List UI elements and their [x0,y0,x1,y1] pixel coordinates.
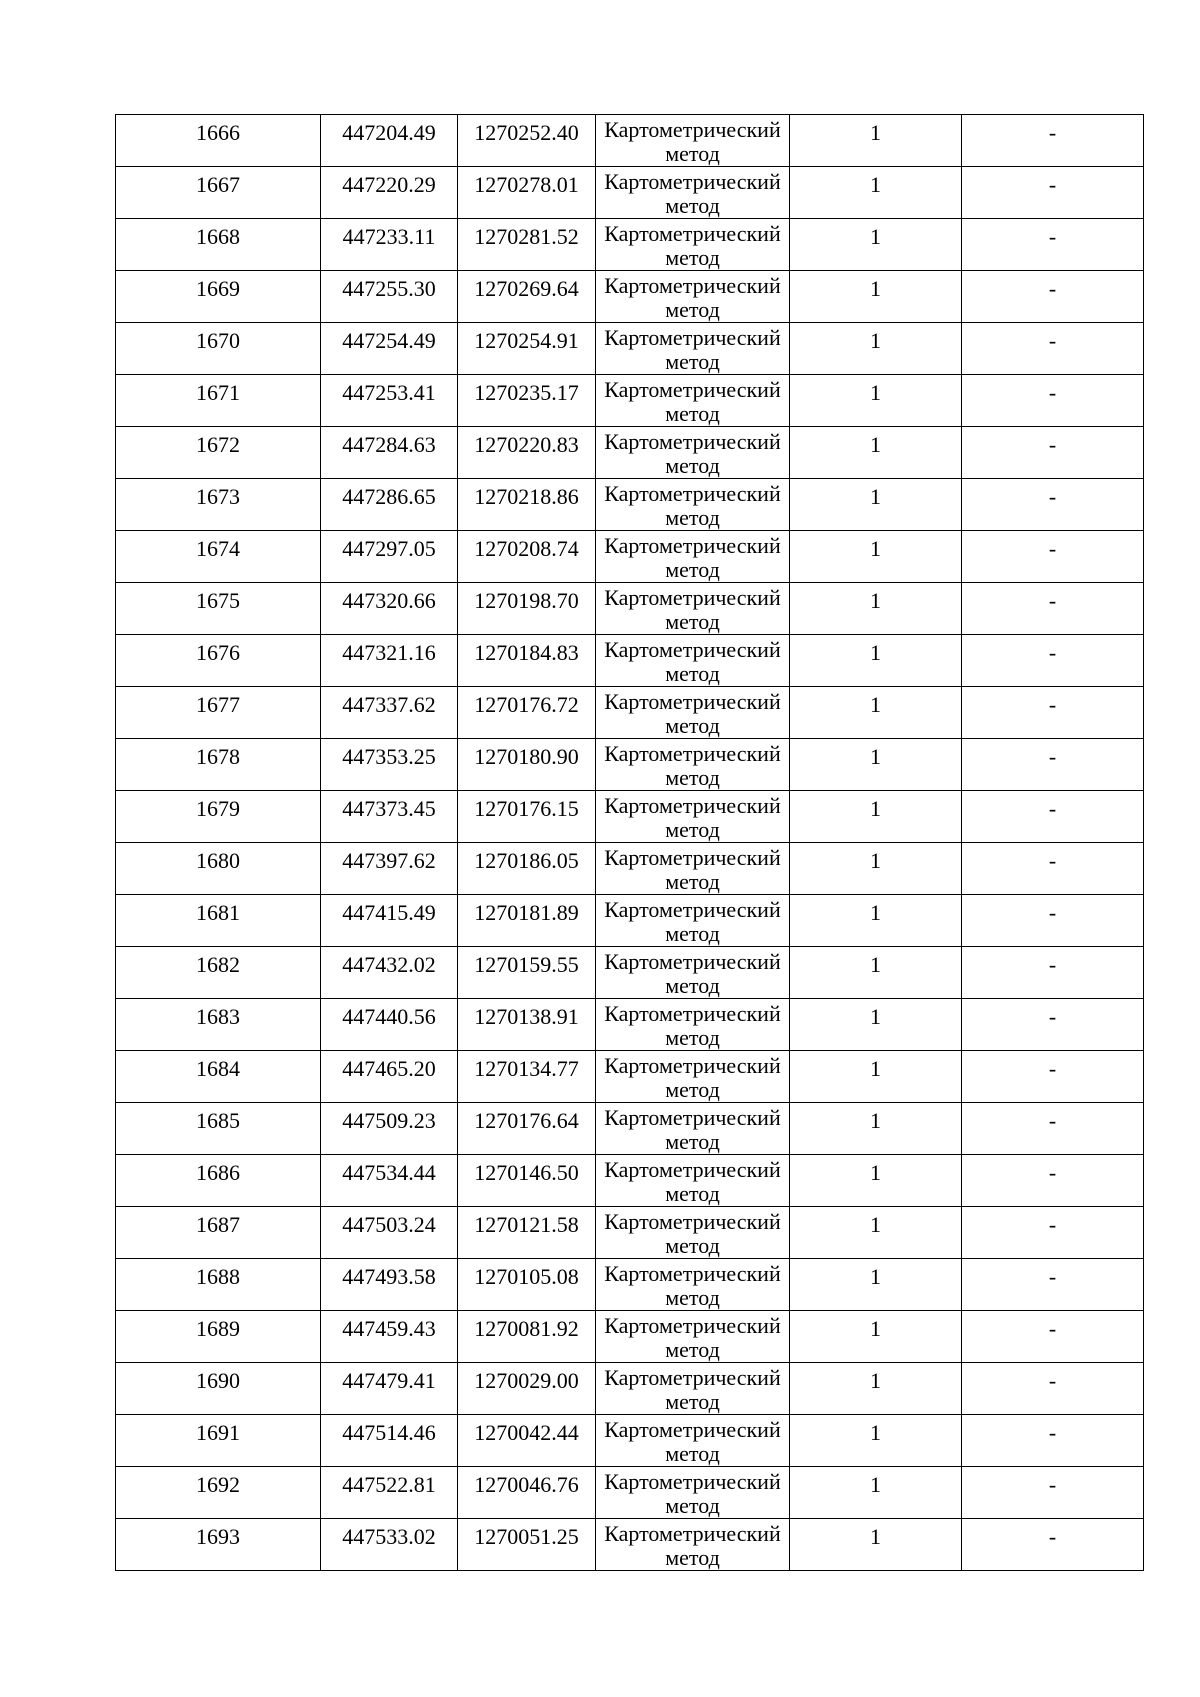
table-row [116,531,1144,583]
method-cell: Картометрический метод [596,635,790,687]
y-coordinate-cell: 1270176.72 [458,687,596,739]
x-coordinate-cell: 447204.49 [321,115,458,167]
table-row [116,1103,1144,1155]
x-coordinate-cell: 447459.43 [321,1311,458,1363]
point-number-cell: 1693 [116,1519,321,1571]
y-coordinate-cell: 1270134.77 [458,1051,596,1103]
y-coordinate-cell: 1270046.76 [458,1467,596,1519]
table-row [116,219,1144,271]
x-coordinate-cell: 447321.16 [321,635,458,687]
x-coordinate-cell: 447233.11 [321,219,458,271]
table-row [116,947,1144,999]
point-number-cell: 1670 [116,323,321,375]
accuracy-cell: 1 [790,1363,962,1415]
note-cell: - [962,895,1144,947]
accuracy-cell: 1 [790,1103,962,1155]
method-cell: Картометрический метод [596,427,790,479]
table-row [116,739,1144,791]
note-cell: - [962,635,1144,687]
x-coordinate-cell: 447509.23 [321,1103,458,1155]
method-cell: Картометрический метод [596,271,790,323]
accuracy-cell: 1 [790,1051,962,1103]
method-cell: Картометрический метод [596,167,790,219]
point-number-cell: 1671 [116,375,321,427]
point-number-cell: 1667 [116,167,321,219]
x-coordinate-cell: 447533.02 [321,1519,458,1571]
method-cell: Картометрический метод [596,791,790,843]
note-cell: - [962,1207,1144,1259]
note-cell: - [962,739,1144,791]
accuracy-cell: 1 [790,1519,962,1571]
y-coordinate-cell: 1270081.92 [458,1311,596,1363]
table-row [116,791,1144,843]
accuracy-cell: 1 [790,1155,962,1207]
table-row [116,427,1144,479]
note-cell: - [962,323,1144,375]
x-coordinate-cell: 447440.56 [321,999,458,1051]
note-cell: - [962,1519,1144,1571]
y-coordinate-cell: 1270220.83 [458,427,596,479]
y-coordinate-cell: 1270105.08 [458,1259,596,1311]
accuracy-cell: 1 [790,375,962,427]
y-coordinate-cell: 1270278.01 [458,167,596,219]
accuracy-cell: 1 [790,999,962,1051]
y-coordinate-cell: 1270138.91 [458,999,596,1051]
note-cell: - [962,375,1144,427]
x-coordinate-cell: 447415.49 [321,895,458,947]
point-number-cell: 1668 [116,219,321,271]
x-coordinate-cell: 447337.62 [321,687,458,739]
method-cell: Картометрический метод [596,1467,790,1519]
note-cell: - [962,115,1144,167]
table-row [116,635,1144,687]
table-row [116,583,1144,635]
accuracy-cell: 1 [790,167,962,219]
y-coordinate-cell: 1270218.86 [458,479,596,531]
table-row [116,687,1144,739]
accuracy-cell: 1 [790,115,962,167]
table-row [116,1363,1144,1415]
accuracy-cell: 1 [790,531,962,583]
accuracy-cell: 1 [790,843,962,895]
note-cell: - [962,583,1144,635]
y-coordinate-cell: 1270254.91 [458,323,596,375]
x-coordinate-cell: 447286.65 [321,479,458,531]
method-cell: Картометрический метод [596,1051,790,1103]
table-row [116,1207,1144,1259]
point-number-cell: 1682 [116,947,321,999]
point-number-cell: 1689 [116,1311,321,1363]
point-number-cell: 1666 [116,115,321,167]
point-number-cell: 1685 [116,1103,321,1155]
method-cell: Картометрический метод [596,1415,790,1467]
y-coordinate-cell: 1270208.74 [458,531,596,583]
point-number-cell: 1692 [116,1467,321,1519]
y-coordinate-cell: 1270184.83 [458,635,596,687]
note-cell: - [962,427,1144,479]
method-cell: Картометрический метод [596,115,790,167]
table-row [116,1259,1144,1311]
y-coordinate-cell: 1270121.58 [458,1207,596,1259]
point-number-cell: 1680 [116,843,321,895]
accuracy-cell: 1 [790,219,962,271]
y-coordinate-cell: 1270176.15 [458,791,596,843]
accuracy-cell: 1 [790,791,962,843]
y-coordinate-cell: 1270159.55 [458,947,596,999]
note-cell: - [962,271,1144,323]
note-cell: - [962,999,1144,1051]
x-coordinate-cell: 447297.05 [321,531,458,583]
y-coordinate-cell: 1270252.40 [458,115,596,167]
y-coordinate-cell: 1270146.50 [458,1155,596,1207]
x-coordinate-cell: 447284.63 [321,427,458,479]
method-cell: Картометрический метод [596,1155,790,1207]
point-number-cell: 1678 [116,739,321,791]
method-cell: Картометрический метод [596,843,790,895]
x-coordinate-cell: 447493.58 [321,1259,458,1311]
table-row [116,1519,1144,1571]
table-row [116,167,1144,219]
table-row [116,843,1144,895]
method-cell: Картометрический метод [596,1103,790,1155]
method-cell: Картометрический метод [596,219,790,271]
y-coordinate-cell: 1270281.52 [458,219,596,271]
x-coordinate-cell: 447255.30 [321,271,458,323]
method-cell: Картометрический метод [596,531,790,583]
point-number-cell: 1676 [116,635,321,687]
method-cell: Картометрический метод [596,739,790,791]
accuracy-cell: 1 [790,271,962,323]
note-cell: - [962,947,1144,999]
y-coordinate-cell: 1270198.70 [458,583,596,635]
method-cell: Картометрический метод [596,479,790,531]
note-cell: - [962,791,1144,843]
x-coordinate-cell: 447397.62 [321,843,458,895]
accuracy-cell: 1 [790,1207,962,1259]
note-cell: - [962,219,1144,271]
table-row [116,1311,1144,1363]
x-coordinate-cell: 447503.24 [321,1207,458,1259]
point-number-cell: 1690 [116,1363,321,1415]
y-coordinate-cell: 1270176.64 [458,1103,596,1155]
table-row [116,323,1144,375]
table-row [116,1051,1144,1103]
accuracy-cell: 1 [790,427,962,479]
point-number-cell: 1688 [116,1259,321,1311]
method-cell: Картометрический метод [596,999,790,1051]
accuracy-cell: 1 [790,635,962,687]
note-cell: - [962,1051,1144,1103]
method-cell: Картометрический метод [596,687,790,739]
note-cell: - [962,1415,1144,1467]
table-row [116,999,1144,1051]
point-number-cell: 1673 [116,479,321,531]
method-cell: Картометрический метод [596,1363,790,1415]
accuracy-cell: 1 [790,1259,962,1311]
x-coordinate-cell: 447373.45 [321,791,458,843]
method-cell: Картометрический метод [596,895,790,947]
table-row [116,115,1144,167]
method-cell: Картометрический метод [596,1311,790,1363]
table-row [116,1467,1144,1519]
method-cell: Картометрический метод [596,1519,790,1571]
note-cell: - [962,1467,1144,1519]
table-row [116,1155,1144,1207]
accuracy-cell: 1 [790,739,962,791]
point-number-cell: 1687 [116,1207,321,1259]
note-cell: - [962,167,1144,219]
x-coordinate-cell: 447465.20 [321,1051,458,1103]
coordinates-table [115,114,1144,1571]
accuracy-cell: 1 [790,323,962,375]
x-coordinate-cell: 447253.41 [321,375,458,427]
x-coordinate-cell: 447254.49 [321,323,458,375]
method-cell: Картометрический метод [596,375,790,427]
note-cell: - [962,1103,1144,1155]
note-cell: - [962,843,1144,895]
x-coordinate-cell: 447514.46 [321,1415,458,1467]
x-coordinate-cell: 447534.44 [321,1155,458,1207]
y-coordinate-cell: 1270235.17 [458,375,596,427]
x-coordinate-cell: 447522.81 [321,1467,458,1519]
x-coordinate-cell: 447320.66 [321,583,458,635]
x-coordinate-cell: 447220.29 [321,167,458,219]
y-coordinate-cell: 1270181.89 [458,895,596,947]
note-cell: - [962,1259,1144,1311]
accuracy-cell: 1 [790,1415,962,1467]
note-cell: - [962,531,1144,583]
point-number-cell: 1669 [116,271,321,323]
point-number-cell: 1691 [116,1415,321,1467]
point-number-cell: 1681 [116,895,321,947]
point-number-cell: 1683 [116,999,321,1051]
point-number-cell: 1686 [116,1155,321,1207]
point-number-cell: 1679 [116,791,321,843]
coordinates-table-body [116,115,1144,1571]
y-coordinate-cell: 1270042.44 [458,1415,596,1467]
y-coordinate-cell: 1270029.00 [458,1363,596,1415]
y-coordinate-cell: 1270269.64 [458,271,596,323]
table-row [116,895,1144,947]
y-coordinate-cell: 1270180.90 [458,739,596,791]
method-cell: Картометрический метод [596,1207,790,1259]
y-coordinate-cell: 1270051.25 [458,1519,596,1571]
method-cell: Картометрический метод [596,1259,790,1311]
note-cell: - [962,1155,1144,1207]
note-cell: - [962,1311,1144,1363]
method-cell: Картометрический метод [596,583,790,635]
point-number-cell: 1677 [116,687,321,739]
table-row [116,271,1144,323]
accuracy-cell: 1 [790,895,962,947]
accuracy-cell: 1 [790,583,962,635]
table-row [116,375,1144,427]
point-number-cell: 1672 [116,427,321,479]
table-row [116,479,1144,531]
x-coordinate-cell: 447353.25 [321,739,458,791]
point-number-cell: 1684 [116,1051,321,1103]
y-coordinate-cell: 1270186.05 [458,843,596,895]
x-coordinate-cell: 447432.02 [321,947,458,999]
note-cell: - [962,1363,1144,1415]
method-cell: Картометрический метод [596,323,790,375]
method-cell: Картометрический метод [596,947,790,999]
table-row [116,1415,1144,1467]
point-number-cell: 1675 [116,583,321,635]
accuracy-cell: 1 [790,687,962,739]
accuracy-cell: 1 [790,1467,962,1519]
accuracy-cell: 1 [790,1311,962,1363]
accuracy-cell: 1 [790,947,962,999]
note-cell: - [962,479,1144,531]
accuracy-cell: 1 [790,479,962,531]
point-number-cell: 1674 [116,531,321,583]
note-cell: - [962,687,1144,739]
x-coordinate-cell: 447479.41 [321,1363,458,1415]
